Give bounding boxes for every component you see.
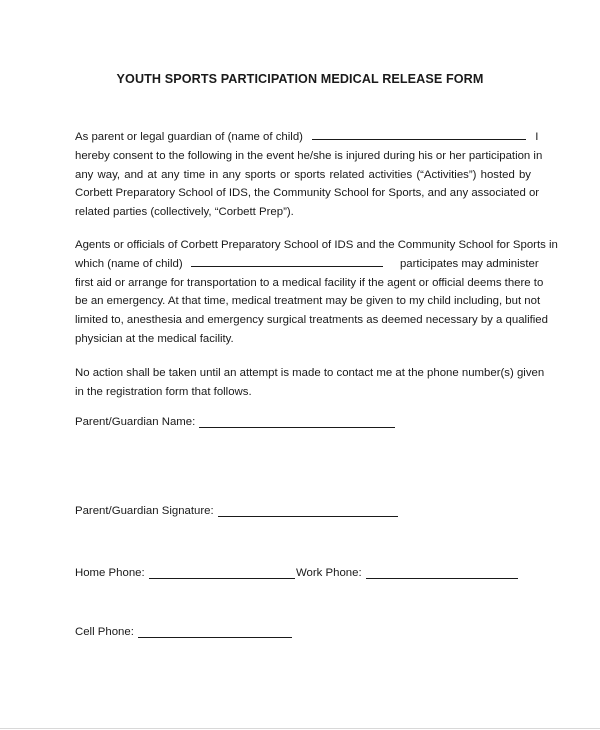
paragraph-line: first aid or arrange for transportation to a medical facility if the agent or official deems there to — [75, 276, 544, 289]
guardian-name-field — [75, 416, 395, 428]
cell-phone-field — [75, 626, 292, 638]
agents-paragraph — [75, 236, 558, 349]
guardian-signature-field — [75, 505, 398, 517]
home-phone-label: Home Phone: — [75, 567, 145, 579]
work-phone-field — [296, 567, 518, 579]
cell-phone-label: Cell Phone: — [75, 626, 134, 638]
guardian-name-label: Parent/Guardian Name: — [75, 416, 196, 428]
paragraph-line: in the registration form that follows. — [75, 385, 252, 398]
paragraph-line: which (name of child) participates may administer — [75, 257, 539, 270]
guardian-signature-label: Parent/Guardian Signature: — [75, 505, 214, 517]
work-phone-input[interactable] — [366, 567, 518, 579]
paragraph-line: limited to, anesthesia and emergency surgical treatments as deemed necessary by a qualified — [75, 314, 548, 327]
paragraph-line: any way, and at any time in any sports or sports related activities (“Activities”) hosted by — [75, 168, 531, 181]
contact-paragraph — [75, 364, 545, 402]
form-title: YOUTH SPORTS PARTICIPATION MEDICAL RELEASE FORM — [116, 72, 484, 86]
paragraph-line: Corbett Preparatory School of IDS, the Community School for Sports, and any associated or — [75, 187, 540, 200]
home-phone-input[interactable] — [149, 567, 295, 579]
paragraph-line: physician at the medical facility. — [75, 332, 234, 345]
guardian-name-input[interactable] — [199, 416, 395, 428]
paragraph-line: No action shall be taken until an attempt is made to contact me at the phone number(s) given — [75, 367, 545, 379]
paragraph-line: hereby consent to the following in the event he/she is injured during his or her participation in — [75, 149, 543, 162]
paragraph-line: As parent or legal guardian of (name of child) I — [75, 131, 539, 143]
cell-phone-input[interactable] — [138, 626, 292, 638]
page-bottom-divider — [0, 728, 600, 729]
child-name-blank[interactable] — [312, 129, 526, 140]
guardian-signature-input[interactable] — [218, 505, 398, 517]
paragraph-line: Agents or officials of Corbett Preparatory School of IDS and the Community School for Sports in — [75, 239, 558, 251]
paragraph-line: related parties (collectively, “Corbett Prep”). — [75, 206, 294, 219]
home-phone-field — [75, 567, 295, 579]
child-name-blank-2[interactable] — [191, 256, 383, 267]
paragraph-line: be an emergency. At that time, medical treatment may be given to my child including, but not — [75, 295, 541, 308]
consent-paragraph — [75, 128, 543, 222]
work-phone-label: Work Phone: — [296, 567, 362, 579]
